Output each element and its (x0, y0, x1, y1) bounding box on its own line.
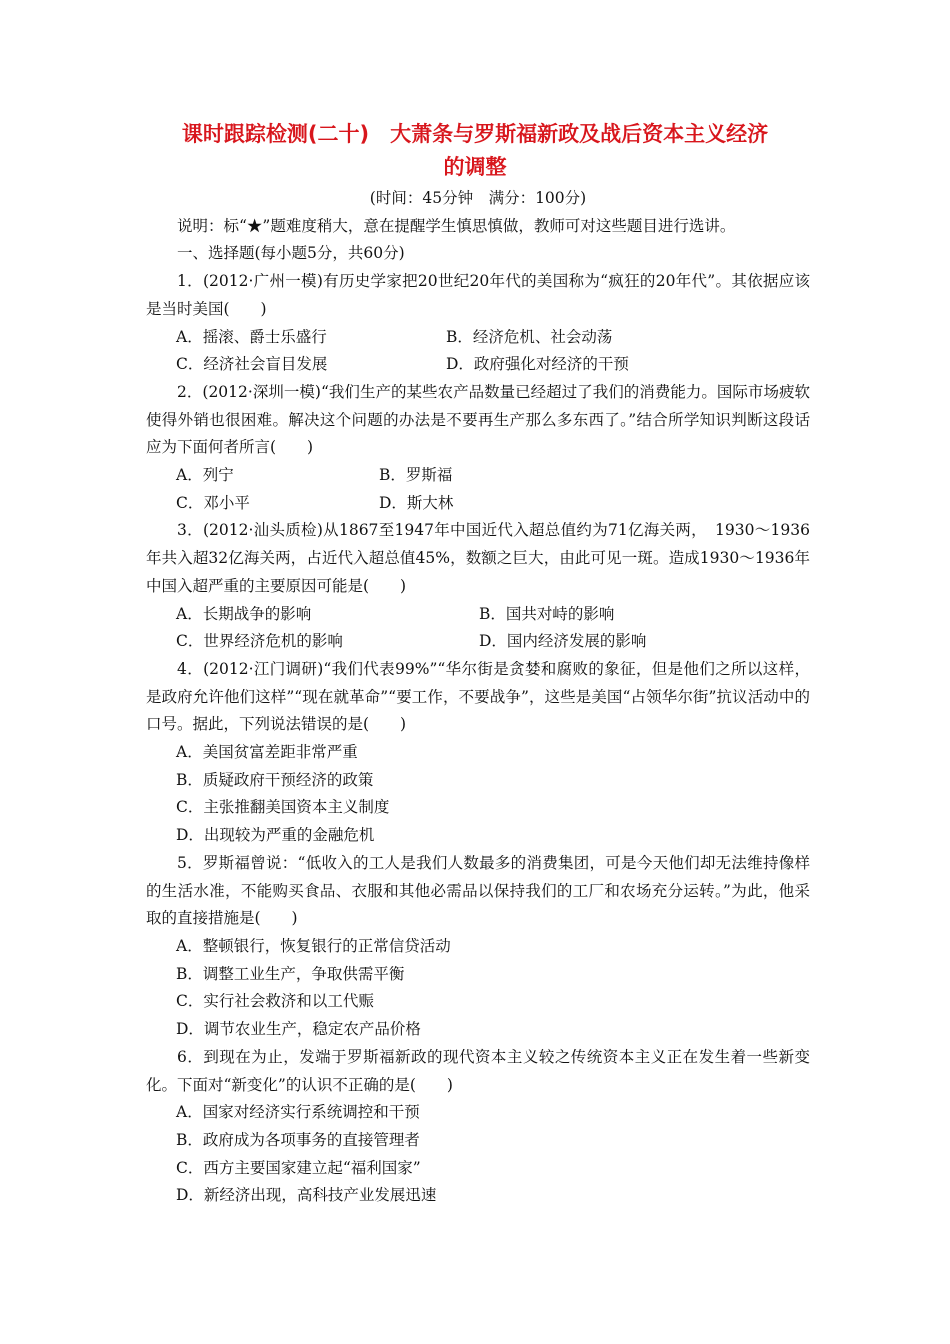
question-2-stem: 2．(2012·深圳一模)“我们生产的某些农产品数量已经超过了我们的消费能力。国际市场疲软使得外销也很困难。解决这个问题的办法是不要再生产那么多东西了。”结合所学知识判断这段话应为下面何者所言( ) (146, 382, 810, 457)
question-1-options-row-2 (146, 351, 810, 379)
question-3-options-row-1 (146, 601, 810, 629)
question-3-options-row-2 (146, 628, 810, 656)
title-line-2: 的调整 (443, 155, 507, 179)
question-3-stem: 3．(2012·汕头质检)从1867至1947年中国近代入超总值约为71亿海关两， 1930～1936年共入超32亿海关两，占近代入超总值45%，数额之巨大，由此可见一斑。造成1930～1936年中国入超严重的主要原因可能是( ) (146, 521, 810, 595)
question-6-stem: 6．到现在为止，发端于罗斯福新政的现代资本主义较之传统资本主义正在发生着一些新变化。下面对“新变化”的认识不正确的是( ) (146, 1047, 810, 1094)
note: 说明：标“★”题难度稍大，意在提醒学生慎思慎做，教师可对这些题目进行选讲。 (177, 216, 736, 235)
question-2-option-b: B．罗斯福 (379, 466, 453, 485)
question-5-option-b: B．调整工业生产，争取供需平衡 (176, 964, 405, 983)
question-4-option-a: A．美国贫富差距非常严重 (176, 743, 358, 762)
question-3-option-c: C．世界经济危机的影响 (176, 632, 343, 651)
question-3-option-d: D．国内经济发展的影响 (479, 632, 647, 651)
question-4-option-c: C．主张推翻美国资本主义制度 (176, 798, 390, 817)
question-5-stem: 5．罗斯福曾说：“低收入的工人是我们人数最多的消费集团，可是今天他们却无法维持像样的生活水准，不能购买食品、衣服和其他必需品以保持我们的工厂和农场充分运转。”为此，他采取的直接措施是( ) (146, 853, 810, 928)
question-3-option-b: B．国共对峙的影响 (479, 604, 615, 623)
question-2-option-c: C．邓小平 (176, 493, 250, 512)
question-6-option-b: B．政府成为各项事务的直接管理者 (176, 1130, 420, 1149)
section-heading: 一、选择题(每小题5分，共60分) (177, 244, 405, 263)
question-1-stem: 1．(2012·广州一模)有历史学家把20世纪20年代的美国称为“疯狂的20年代”。其依据应该是当时美国( ) (146, 272, 810, 318)
question-1-option-c: C．经济社会盲目发展 (176, 355, 328, 374)
question-2-options-row-2 (146, 490, 810, 518)
question-2-options-row-1 (146, 462, 810, 490)
page-title (140, 118, 810, 184)
question-3-option-a: A．长期战争的影响 (176, 604, 312, 623)
question-2-option-d: D．斯大林 (379, 493, 454, 512)
document-body (146, 185, 810, 1210)
question-6-option-c: C．西方主要国家建立起“福利国家” (176, 1158, 421, 1177)
question-4-option-b: B．质疑政府干预经济的政策 (176, 770, 374, 789)
question-5-option-c: C．实行社会救济和以工代赈 (176, 992, 374, 1011)
question-6-option-d: D．新经济出现，高科技产业发展迅速 (176, 1186, 437, 1205)
time-info: (时间：45分钟 满分：100分) (369, 189, 587, 207)
question-1-option-a: A．摇滚、爵士乐盛行 (176, 327, 327, 346)
title-line-1: 课时跟踪检测(二十) 大萧条与罗斯福新政及战后资本主义经济 (181, 122, 769, 146)
question-1-options-row-1 (146, 324, 810, 352)
question-1-option-b: B．经济危机、社会动荡 (446, 327, 613, 346)
question-1-option-d: D．政府强化对经济的干预 (446, 355, 629, 374)
question-4-option-d: D．出现较为严重的金融危机 (176, 826, 375, 845)
question-5-option-d: D．调节农业生产，稳定农产品价格 (176, 1020, 421, 1039)
question-5-option-a: A．整顿银行，恢复银行的正常信贷活动 (176, 936, 451, 955)
question-6-option-a: A．国家对经济实行系统调控和干预 (176, 1103, 420, 1122)
question-4-stem: 4．(2012·江门调研)“我们代表99%”“华尔街是贪婪和腐败的象征，但是他们之所以这样，是政府允许他们这样”“现在就革命”“要工作，不要战争”，这些是美国“占领华尔街”抗议活动中的口号。据此，下列说法错误的是( ) (146, 659, 810, 734)
question-2-option-a: A．列宁 (176, 466, 234, 485)
